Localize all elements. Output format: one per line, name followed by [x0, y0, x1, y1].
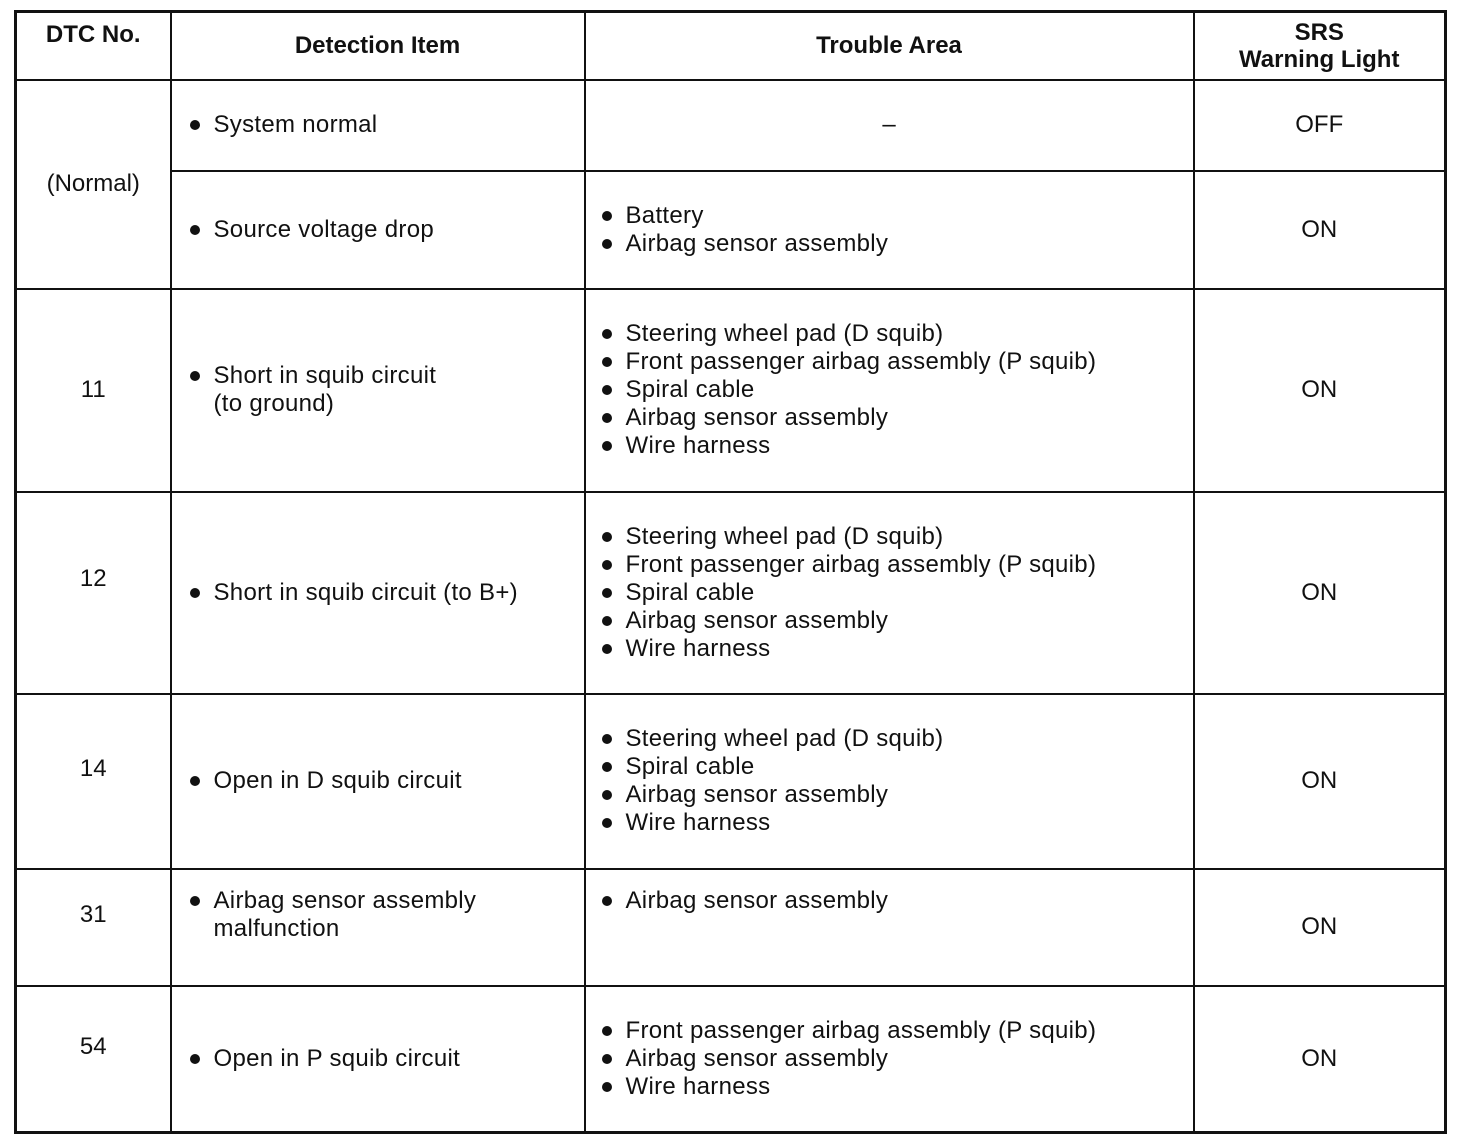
trouble-area-list [600, 202, 1193, 258]
list-item: Airbag sensor assembly [600, 404, 1193, 432]
trouble-area-cell [585, 694, 1194, 868]
trouble-area-list [600, 1017, 1193, 1101]
list-item: Steering wheel pad (D squib) [600, 523, 1193, 551]
dtc-cell [16, 869, 171, 986]
trouble-area-list [600, 887, 1193, 915]
list-item: Wire harness [600, 635, 1193, 663]
header-srs-warning-light [1194, 12, 1446, 80]
list-item: Front passenger airbag assembly (P squib) [600, 1017, 1193, 1045]
dtc-table [14, 10, 1447, 1134]
header-srs-line2: Warning Light [1239, 45, 1400, 73]
srs-status-cell: OFF [1194, 80, 1446, 171]
detection-cell [171, 869, 585, 986]
trouble-area-cell [585, 171, 1194, 289]
list-item: Airbag sensor assembly [600, 230, 1193, 258]
detection-cell [171, 492, 585, 695]
table-row [16, 289, 1446, 492]
dtc-number: 12 [79, 564, 107, 592]
header-row [16, 12, 1446, 80]
dtc-number: 54 [79, 1033, 107, 1060]
list-item: Airbag sensor assembly [600, 607, 1193, 635]
detection-cell [171, 986, 585, 1132]
trouble-area-cell [585, 986, 1194, 1132]
header-trouble-area: Trouble Area [585, 12, 1194, 80]
detection-cell [171, 694, 585, 868]
dtc-cell: 11 [16, 289, 171, 492]
detection-cell [171, 80, 585, 171]
trouble-area-cell [585, 492, 1194, 695]
detection-text: Short in squib circuit [188, 362, 584, 390]
dtc-number: 14 [79, 755, 107, 783]
srs-status-cell: ON [1194, 171, 1446, 289]
list-item: Front passenger airbag assembly (P squib) [600, 348, 1193, 376]
header-srs-line1: SRS [1294, 18, 1344, 46]
detection-text-line2: malfunction [213, 915, 340, 943]
trouble-area-list [600, 523, 1193, 663]
list-item: Battery [600, 202, 1193, 230]
srs-status-cell: ON [1194, 492, 1446, 695]
list-item: Wire harness [600, 1073, 1193, 1101]
trouble-area-list [600, 725, 1193, 837]
trouble-area-cell [585, 869, 1194, 986]
trouble-area-cell [585, 289, 1194, 492]
list-item: Spiral cable [600, 753, 1193, 781]
detection-cell [171, 289, 585, 492]
trouble-area-cell: – [585, 80, 1194, 171]
list-item: Airbag sensor assembly [600, 1045, 1193, 1073]
detection-text: System normal [188, 111, 584, 139]
detection-text: Short in squib circuit (to B+) [188, 579, 584, 607]
list-item: Airbag sensor assembly [600, 887, 1193, 915]
dtc-cell [16, 492, 171, 695]
table-row [16, 869, 1446, 986]
detection-text: Source voltage drop [188, 216, 584, 244]
list-item: Front passenger airbag assembly (P squib) [600, 551, 1193, 579]
table-row [16, 986, 1446, 1132]
srs-status-cell: ON [1194, 289, 1446, 492]
list-item: Steering wheel pad (D squib) [600, 320, 1193, 348]
list-item: Airbag sensor assembly [600, 781, 1193, 809]
dtc-cell: (Normal) [16, 80, 171, 290]
header-detection-item: Detection Item [171, 12, 585, 80]
dtc-cell [16, 694, 171, 868]
dtc-number: 31 [79, 901, 107, 929]
srs-status-cell: ON [1194, 694, 1446, 868]
detection-cell [171, 171, 585, 289]
list-item: Steering wheel pad (D squib) [600, 725, 1193, 753]
detection-text: Open in P squib circuit [188, 1045, 584, 1073]
detection-text-line2: (to ground) [213, 390, 335, 418]
list-item: Wire harness [600, 432, 1193, 460]
list-item: Spiral cable [600, 376, 1193, 404]
trouble-area-list [600, 320, 1193, 460]
detection-text: Open in D squib circuit [188, 767, 584, 795]
header-dtc-no: DTC No. [16, 12, 171, 80]
table-row [16, 694, 1446, 868]
table-row [16, 80, 1446, 171]
table-row [16, 171, 1446, 289]
srs-status-cell: ON [1194, 986, 1446, 1132]
list-item: Wire harness [600, 809, 1193, 837]
list-item: Spiral cable [600, 579, 1193, 607]
table-row [16, 492, 1446, 695]
srs-status-cell: ON [1194, 869, 1446, 986]
dtc-cell [16, 986, 171, 1132]
detection-text: Airbag sensor assembly [188, 887, 584, 915]
